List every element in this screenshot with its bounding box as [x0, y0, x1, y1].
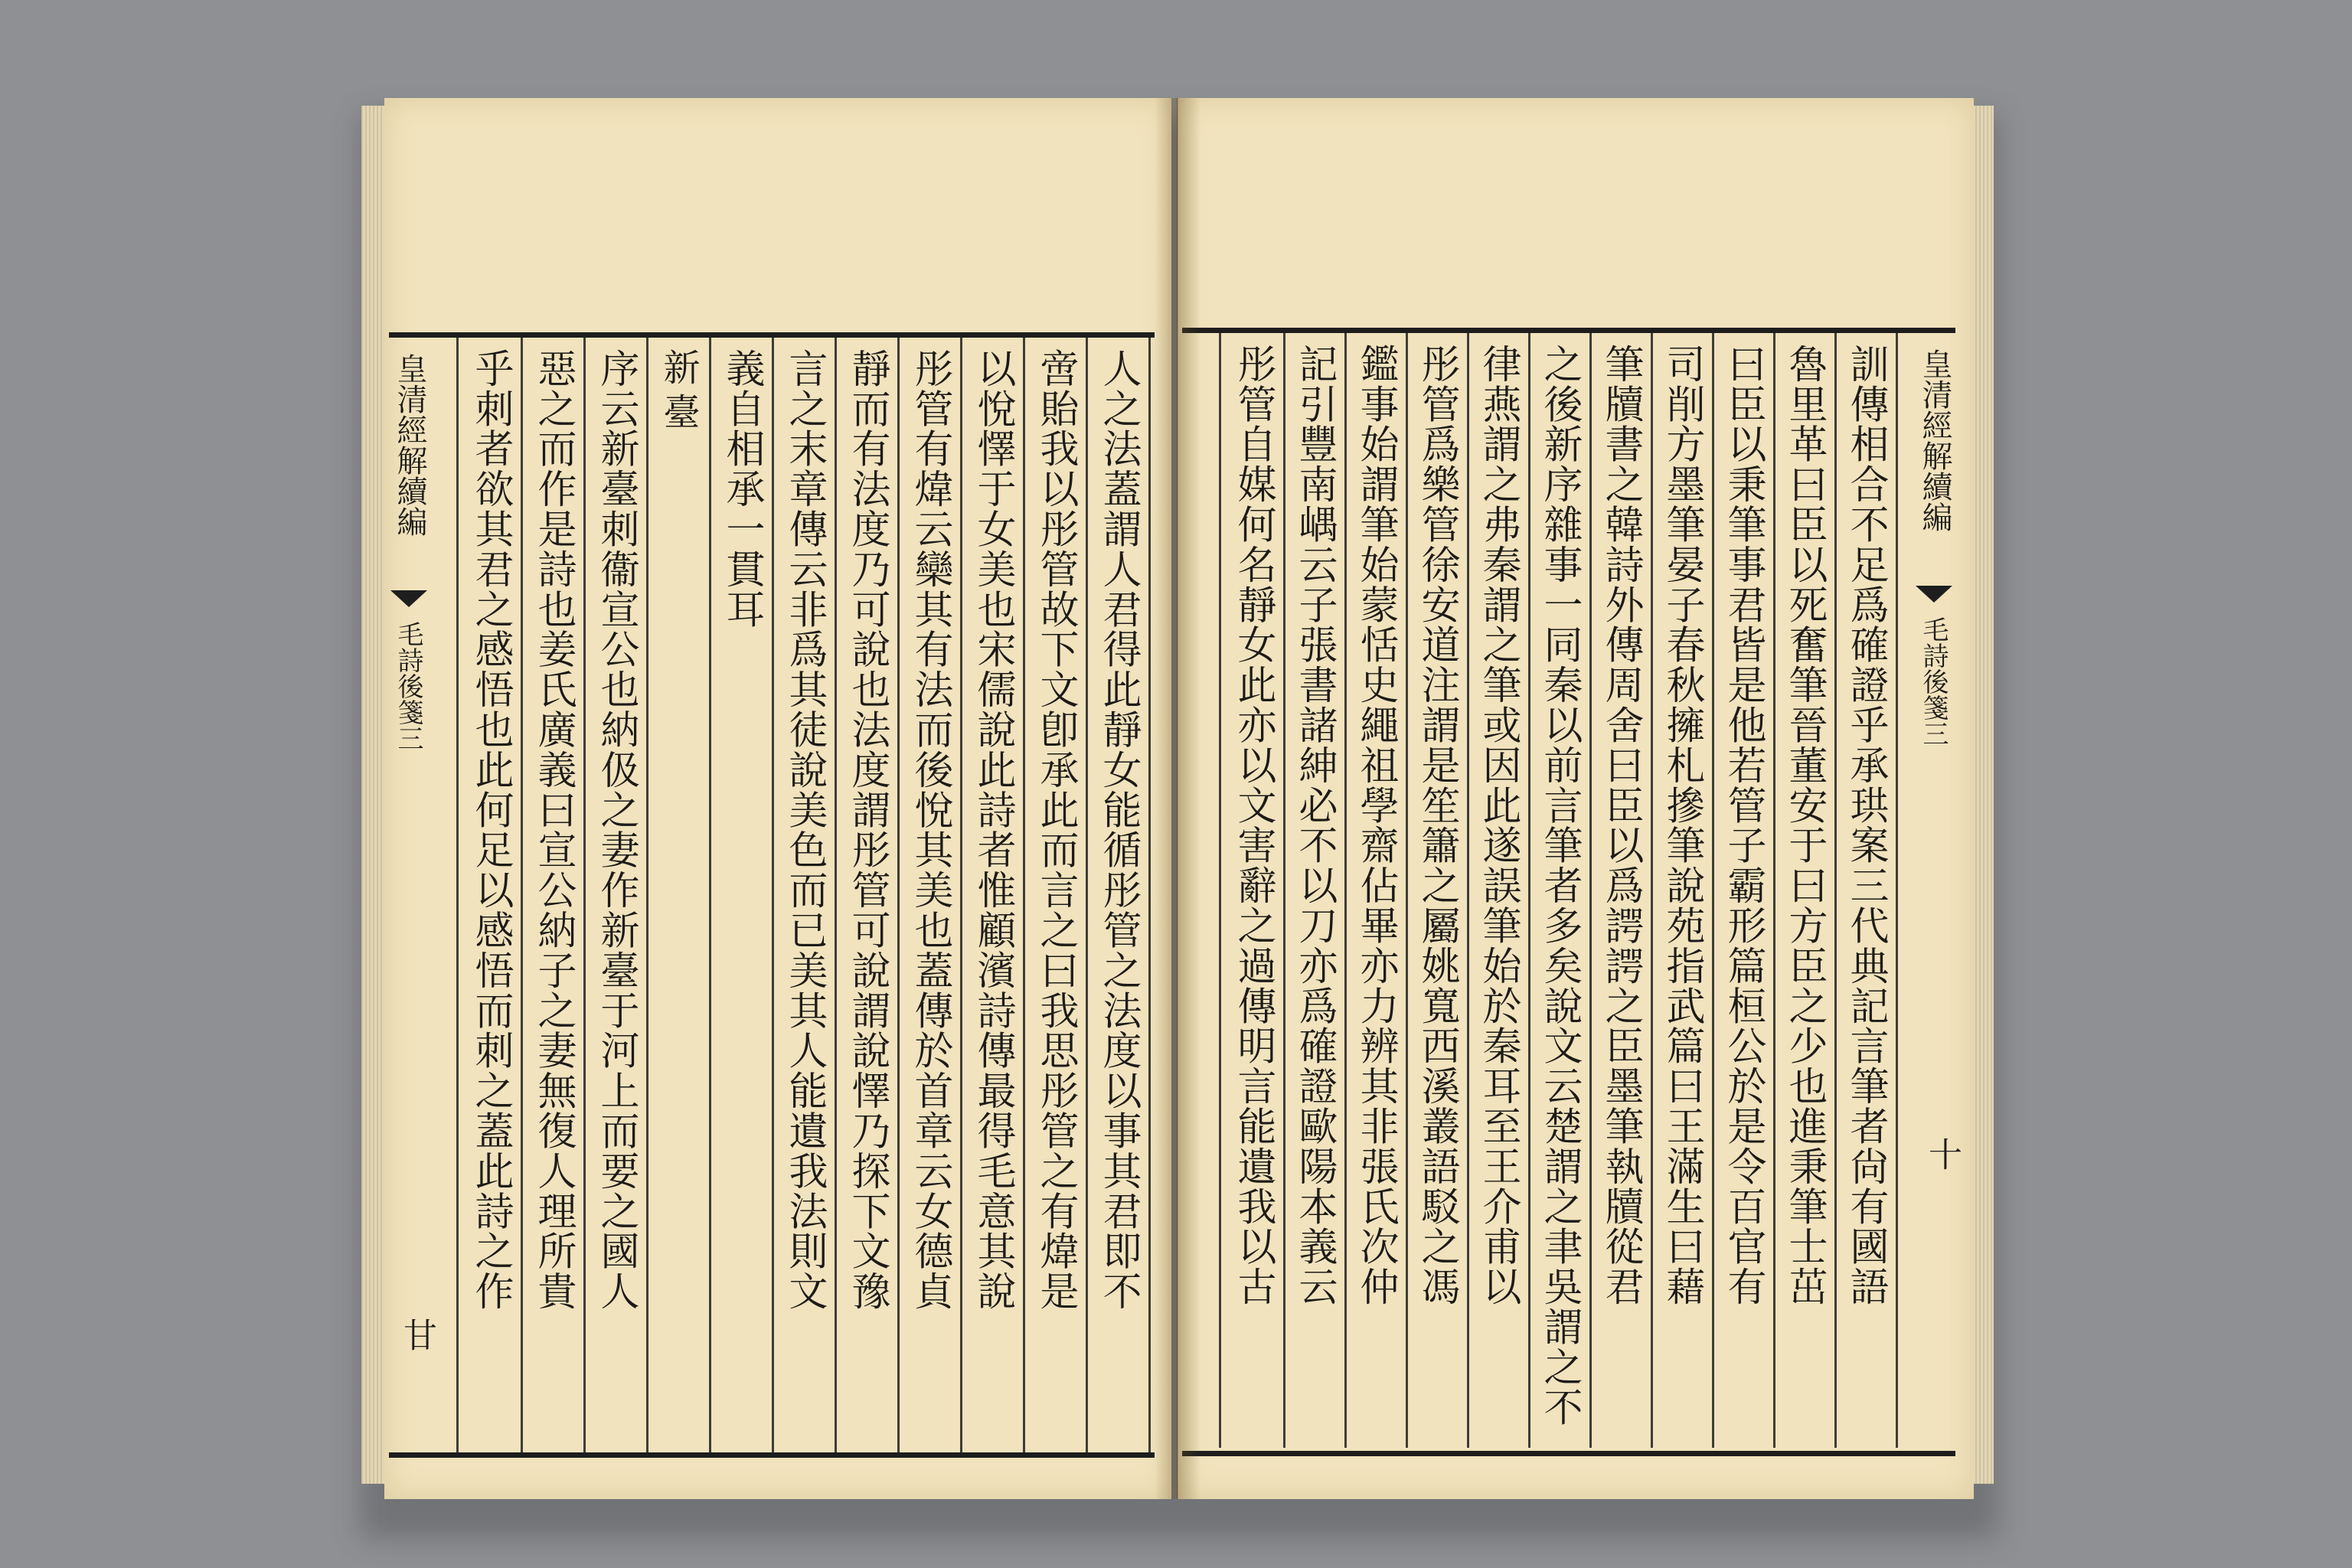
column-rule — [897, 338, 900, 1452]
column-rule — [646, 338, 648, 1452]
left-folio-number: 甘 — [397, 1318, 436, 1351]
column-rule — [456, 338, 459, 1452]
column-rule — [1219, 333, 1221, 1448]
right-page-frame — [1182, 328, 1962, 1456]
text-column: 言之末章傳云非爲其徒說美色而已美其人能遺我法則文 — [782, 348, 827, 1312]
text-column: 律燕謂之弗秦謂之筆或因此遂誤筆始於秦耳至王介甫以 — [1475, 344, 1521, 1307]
text-column: 啻貽我以彤管故下文卽承此而言之曰我思彤管之有煒是 — [1033, 348, 1078, 1312]
text-column: 彤管有煒云欒其有法而後悅其美也蓋傳於首章云女德貞 — [907, 348, 952, 1312]
left-fishtail-mark — [390, 590, 427, 607]
text-column: 鑑事始謂筆始蒙恬史繩祖學齋佔畢亦力辨其非張氏次仲 — [1353, 344, 1398, 1307]
left-page-margin — [389, 338, 436, 1452]
right-page-margin — [1914, 333, 1962, 1448]
column-rule — [1467, 333, 1469, 1448]
text-column: 訓傳相合不足爲確證乎承珙案三代典記言筆者尙有國語 — [1843, 344, 1888, 1307]
column-rule — [1148, 338, 1151, 1452]
column-rule — [1086, 338, 1088, 1452]
column-rule — [1023, 338, 1025, 1452]
column-rule — [1773, 333, 1775, 1448]
column-rule — [772, 338, 774, 1452]
right-page — [1178, 98, 1974, 1499]
right-margin-title: 皇清經解續編 — [1917, 348, 1952, 532]
column-rule — [1712, 333, 1714, 1448]
column-rule — [709, 338, 711, 1452]
right-folio-number: 十 — [1922, 1137, 1962, 1171]
right-margin-subtitle: 毛詩後箋三 — [1918, 616, 1949, 746]
column-rule — [1528, 333, 1530, 1448]
text-column: 司削方墨筆晏子春秋擁札摻筆說苑指武篇曰王滿生曰藉 — [1659, 344, 1704, 1307]
text-column: 筆牘書之韓詩外傳周舍曰臣以爲諤諤之臣墨筆執牘從君 — [1598, 344, 1643, 1307]
column-rule — [835, 338, 837, 1452]
column-rule — [1344, 333, 1347, 1448]
text-column: 序云新臺刺衞宣公也納伋之妻作新臺于河上而要之國人 — [593, 348, 639, 1312]
column-rule — [1589, 333, 1592, 1448]
left-margin-subtitle: 毛詩後箋三 — [393, 621, 423, 751]
left-page-frame — [389, 332, 1155, 1458]
text-column: 人之法蓋謂人君得此靜女能循彤管之法度以事其君即不 — [1096, 348, 1141, 1312]
column-rule — [960, 338, 962, 1452]
text-column: 靜而有法度乃可說也法度謂彤管可說謂說懌乃探下文豫 — [844, 348, 890, 1312]
column-rule — [1406, 333, 1408, 1448]
right-fishtail-mark — [1916, 586, 1952, 603]
text-column: 乎刺者欲其君之感悟也此何足以感悟而刺之蓋此詩之作 — [468, 348, 513, 1312]
text-column: 彤管自媒何名靜女此亦以文害辭之過傳明言能遺我以古 — [1230, 344, 1276, 1307]
text-column: 義自相承一貫耳 — [719, 348, 764, 629]
column-rule — [1834, 333, 1837, 1448]
book-gutter — [1155, 98, 1200, 1499]
column-rule — [583, 338, 586, 1452]
text-column: 以悅懌于女美也宋儒說此詩者惟顧濱詩傳最得毛意其說 — [970, 348, 1015, 1312]
text-column: 記引豐南嵎云子張書諸紳必不以刀亦爲確證歐陽本義云 — [1292, 344, 1337, 1307]
column-rule — [521, 338, 523, 1452]
column-rule — [1896, 333, 1898, 1448]
text-column: 新臺 — [657, 348, 700, 437]
text-column: 惡之而作是詩也姜氏廣義曰宣公納子之妻無復人理所貴 — [531, 348, 576, 1312]
column-rule — [1283, 333, 1285, 1448]
left-page — [384, 98, 1171, 1499]
text-column: 彤管爲樂管徐安道注謂是笙簫之屬姚寬西溪叢語駁之馮 — [1414, 344, 1459, 1307]
text-column: 之後新序雜事一同秦以前言筆者多矣說文云楚謂之聿吳謂之不 — [1537, 344, 1582, 1427]
column-rule — [1651, 333, 1653, 1448]
text-column: 曰臣以秉筆事君皆是他若管子霸形篇桓公於是令百官有 — [1720, 344, 1766, 1307]
left-margin-title: 皇清經解續編 — [392, 353, 427, 537]
text-column: 魯里革曰臣以死奮筆晉董安于曰方臣之少也進秉筆士茁 — [1782, 344, 1827, 1307]
